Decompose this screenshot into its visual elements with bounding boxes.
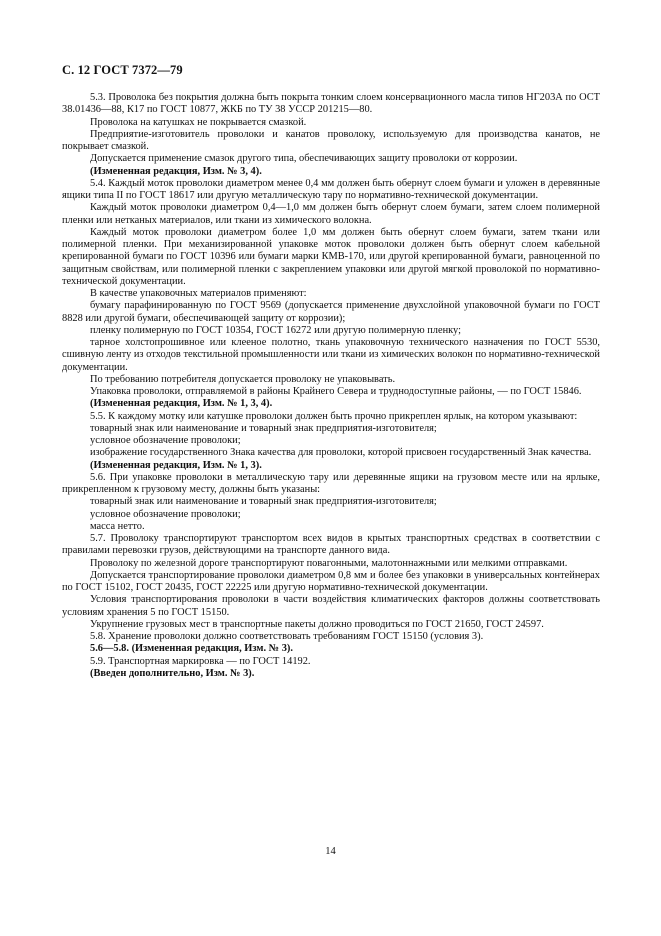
list-item: товарный знак или наименование и товарный знак предприятия-изготовителя;	[90, 496, 437, 508]
paragraph: Каждый моток проволоки диаметром более 1,0 мм должен быть обернут слоем бумаги, затем ткани или полимерной пленки. При механизированной упаковке моток проволоки должен быть обернут слоем кабельной крепированной бумаги по ГОСТ 10396 или бумаги марки КМВ-170, или другой крепированной бумаги, равноценной по защитным свойствам, или полимерной пленки с закреплением упаковки или другой мягкой проволокой по нормативно-технической документации.	[62, 226, 600, 287]
paragraph: В качестве упаковочных материалов применяют:	[90, 288, 307, 299]
list-item: пленку полимерную по ГОСТ 10354, ГОСТ 16272 или другую полимерную пленку;	[90, 324, 461, 336]
page-number: 14	[325, 846, 336, 857]
paragraph: 5.9. Транспортная маркировка — по ГОСТ 14192.	[90, 655, 311, 667]
paragraph: 5.3. Проволока без покрытия должна быть покрыта тонким слоем консервационного масла типов НГ203А по ОСТ 38.01436—88, К17 по ГОСТ 10877, ЖКБ по ТУ 38 УССР 201215—80.	[62, 92, 600, 116]
revision-note: (Измененная редакция, Изм. № 1, 3).	[90, 459, 262, 471]
revision-note: (Введен дополнительно, Изм. № 3).	[90, 667, 255, 679]
document-body	[62, 92, 600, 680]
paragraph: Упаковка проволоки, отправляемой в районы Крайнего Севера и труднодоступные районы, — по ГОСТ 15846.	[90, 386, 582, 397]
list-item: тарное холстопрошивное или клееное полотно, ткань упаковочную технического назначения по ГОСТ 5530, сшивную ленту из отходов текстильной промышленности или ткани из химических волокон по нормативно-технической документации.	[62, 337, 600, 373]
paragraph: Условия транспортирования проволоки в части воздействия климатических факторов должны соответствовать условиям хранения 5 по ГОСТ 15150.	[62, 594, 600, 618]
list-item: масса нетто.	[90, 520, 145, 532]
paragraph: 5.6. При упаковке проволоки в металлическую тару или деревянные ящики на грузовом месте или на ярлыке, прикрепленном к грузовому месту, должны быть указаны:	[62, 471, 600, 495]
revision-note: (Измененная редакция, Изм. № 3, 4).	[90, 165, 262, 177]
list-item: изображение государственного Знака качества для проволоки, которой присвоен государственный Знак качества.	[90, 447, 592, 459]
paragraph: 5.5. К каждому мотку или катушке проволоки должен быть прочно прикреплен ярлык, на котором указывают:	[90, 410, 578, 422]
list-item: условное обозначение проволоки;	[90, 508, 241, 520]
paragraph: Предприятие-изготовитель проволоки и канатов проволоку, используемую для производства канатов, не покрывает смазкой.	[62, 128, 600, 152]
paragraph: Проволока на катушках не покрывается смазкой.	[90, 116, 307, 128]
list-item: бумагу парафинированную по ГОСТ 9569 (допускается применение двухслойной упаковочной бумаги по ГОСТ 8828 или другой бумаги, обеспечивающей защиту от коррозии);	[62, 300, 600, 324]
paragraph: 5.8. Хранение проволоки должно соответствовать требованиям ГОСТ 15150 (условия 3).	[90, 631, 484, 642]
paragraph: Допускается транспортирование проволоки диаметром 0,8 мм и более без упаковки в универсальных контейнерах по ГОСТ 15102, ГОСТ 20435, ГОСТ 22225 или другую нормативно-технической документации.	[62, 569, 600, 593]
paragraph: По требованию потребителя допускается проволоку не упаковывать.	[90, 373, 396, 385]
paragraph: Проволоку по железной дороге транспортируют повагонными, малотоннажными или мелкими отправками.	[90, 557, 568, 569]
revision-note: (Измененная редакция, Изм. № 1, 3, 4).	[90, 398, 273, 410]
page-header: С. 12 ГОСТ 7372—79	[62, 63, 183, 77]
paragraph: 5.4. Каждый моток проволоки диаметром менее 0,4 мм должен быть обернут слоем бумаги и уложен в деревянные ящики типа II по ГОСТ 18617 или другую металлическую тару по нормативно-технической документации.	[62, 177, 600, 201]
paragraph: Допускается применение смазок другого типа, обеспечивающих защиту проволоки от коррозии.	[90, 153, 518, 165]
list-item: товарный знак или наименование и товарный знак предприятия-изготовителя;	[90, 422, 437, 434]
revision-note: 5.6—5.8. (Измененная редакция, Изм. № 3).	[90, 643, 293, 655]
list-item: условное обозначение проволоки;	[90, 435, 241, 446]
paragraph: 5.7. Проволоку транспортируют транспортом всех видов в крытых транспортных средствах в соответствии с правилами перевозки грузов, действующими на транспорте данного вида.	[62, 533, 600, 557]
paragraph: Каждый моток проволоки диаметром 0,4—1,0 мм должен быть обернут слоем бумаги, затем слоем полимерной пленки или нетканых материалов, или ткани из химического волокна.	[62, 202, 600, 226]
paragraph: Укрупнение грузовых мест в транспортные пакеты должно проводиться по ГОСТ 21650, ГОСТ 24597.	[90, 618, 544, 630]
